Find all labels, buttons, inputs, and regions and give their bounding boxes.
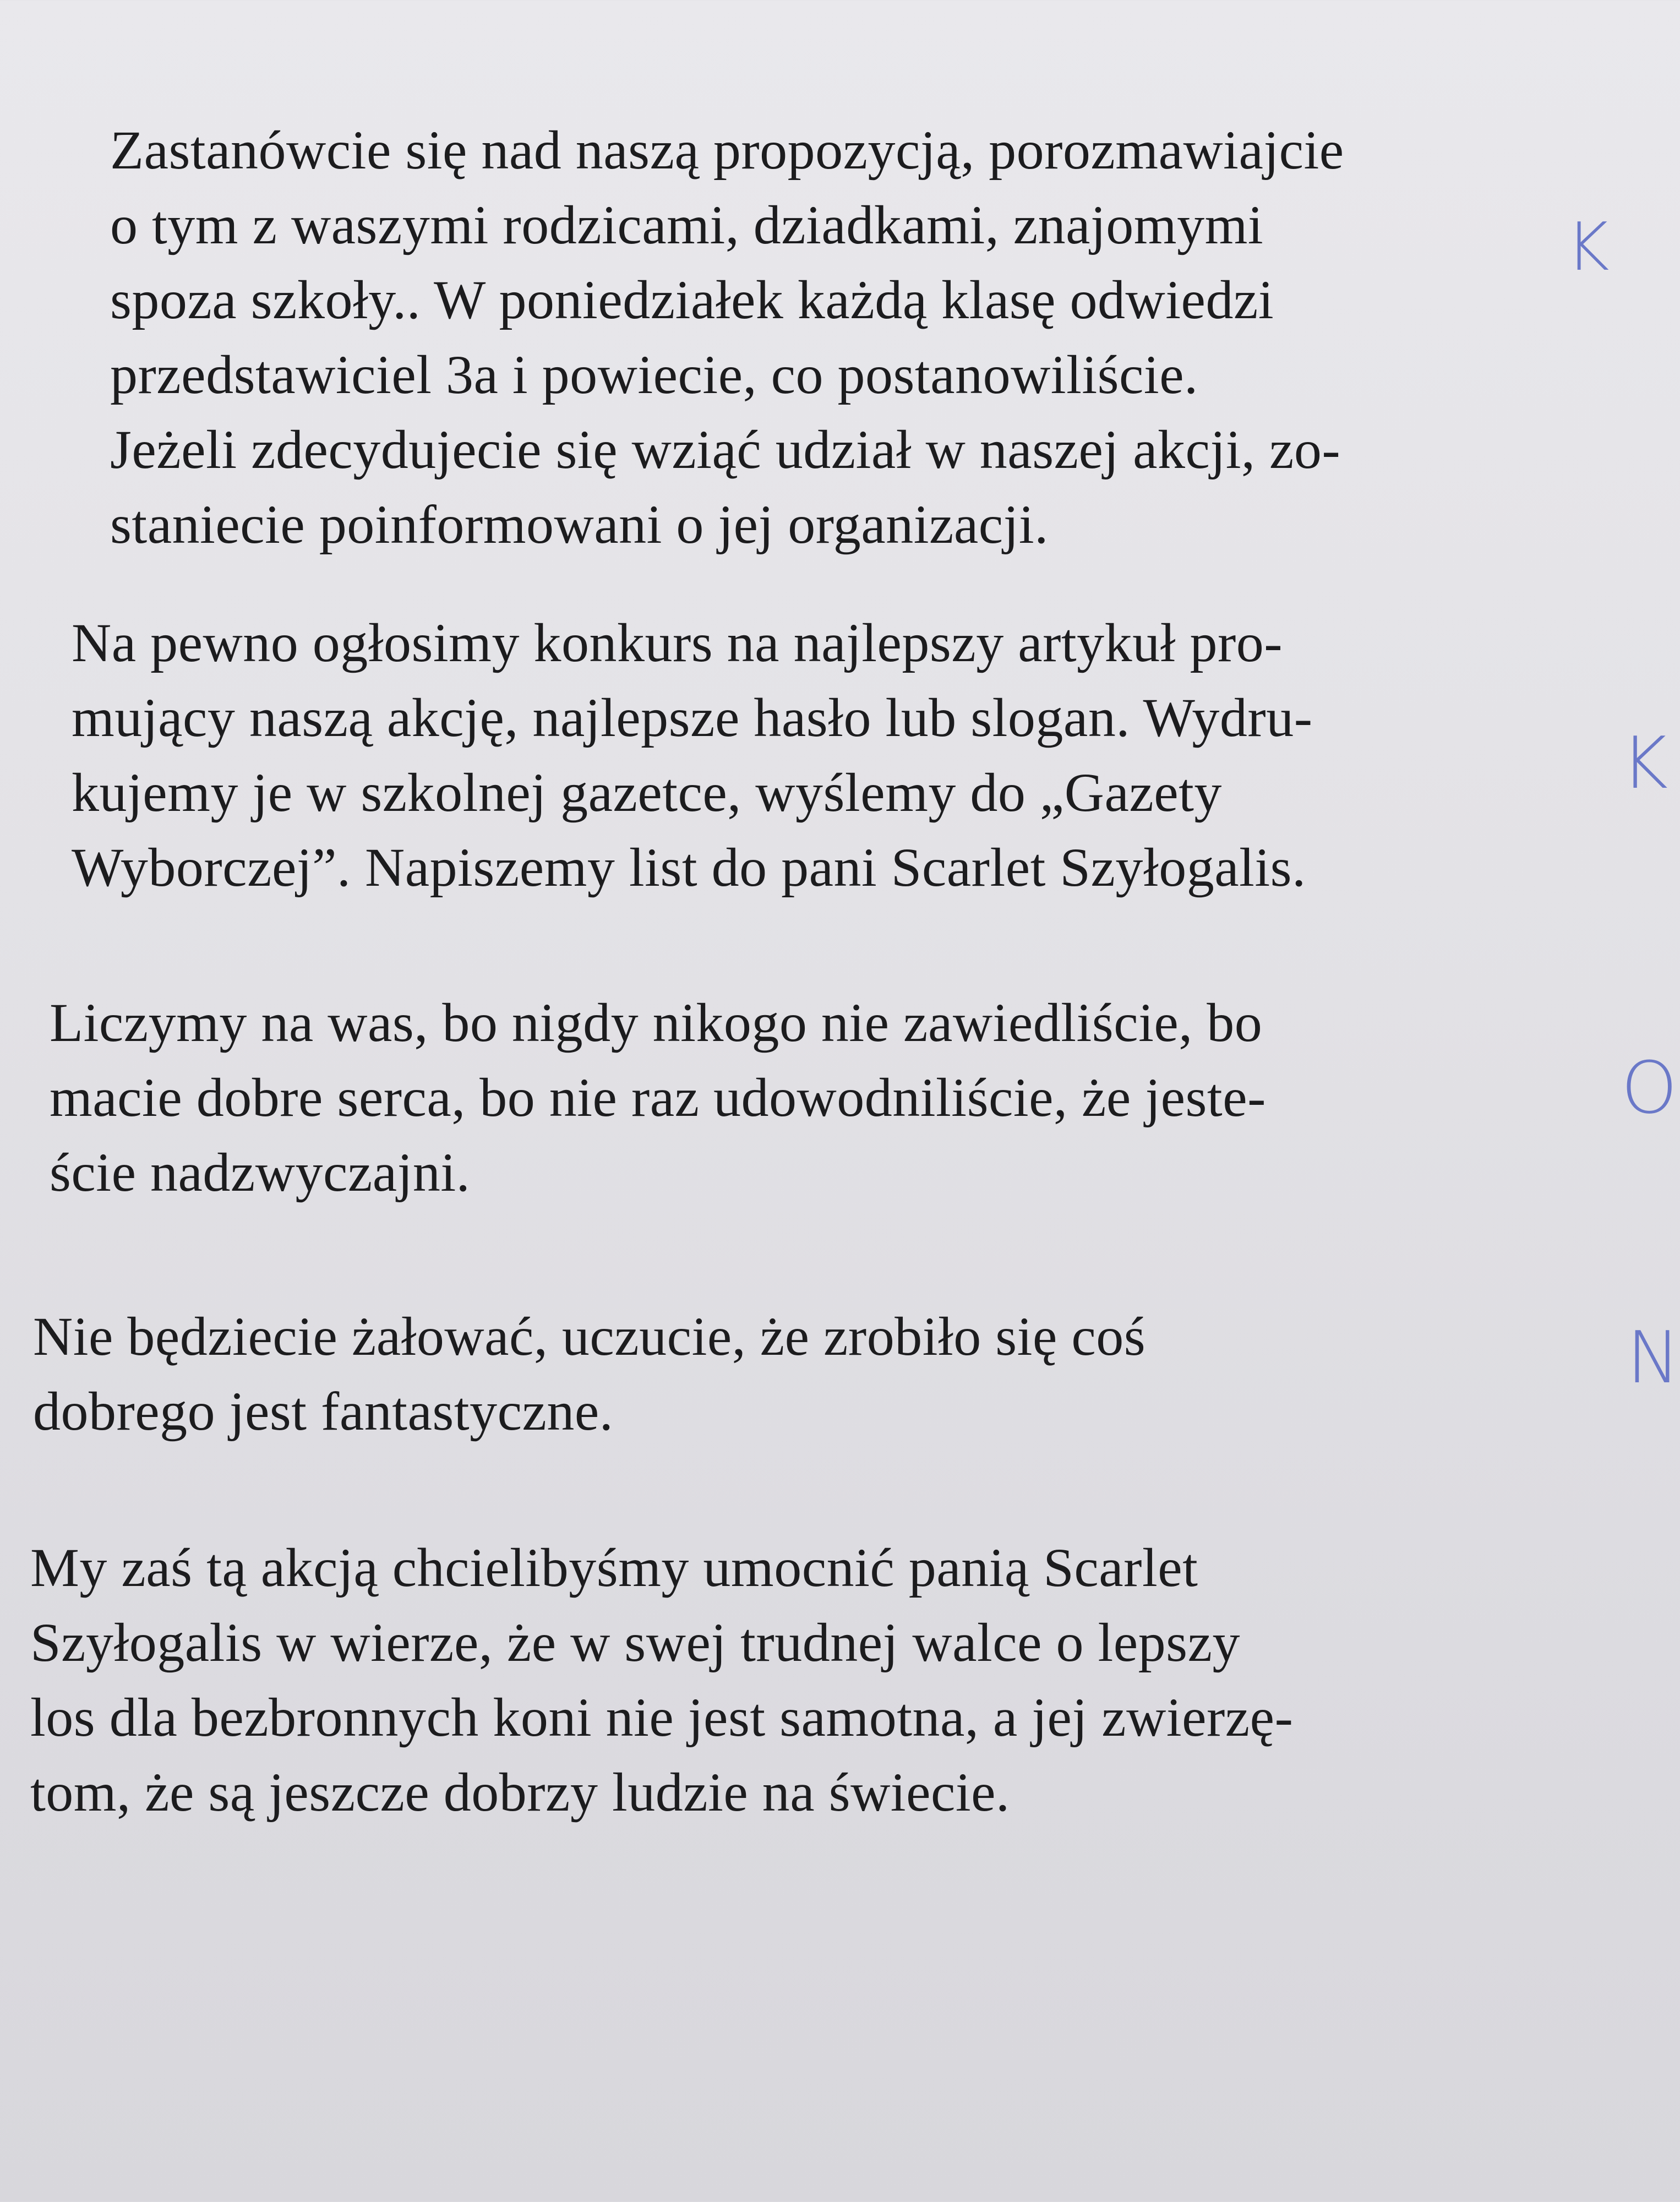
text-line: o tym z waszymi rodzicami, dziadkami, znajomymi [110, 194, 1264, 255]
paragraph-4 [33, 1299, 1146, 1449]
paragraph-2 [72, 606, 1313, 905]
text-line: Liczymy na was, bo nigdy nikogo nie zawiedliście, bo [50, 992, 1263, 1053]
text-line: kujemy je w szkolnej gazetce, wyślemy do „Gazety [72, 762, 1222, 823]
text-line: macie dobre serca, bo nie raz udowodniliście, że jeste- [50, 1067, 1266, 1128]
text-line: spoza szkoły.. W poniedziałek każdą klasę odwiedzi [110, 269, 1274, 330]
text-line: staniecie poinformowani o jej organizacji. [110, 494, 1049, 555]
text-line: los dla bezbronnych koni nie jest samotna, a jej zwierzę- [30, 1687, 1294, 1748]
handwritten-margin-mark: K [1621, 721, 1668, 805]
text-line: Jeżeli zdecydujecie się wziąć udział w naszej akcji, zo- [110, 419, 1341, 480]
text-line: Nie będziecie żałować, uczucie, że zrobiło się coś [33, 1306, 1146, 1367]
handwritten-margin-mark: N [1627, 1316, 1680, 1399]
text-line: Wyborczej”. Napiszemy list do pani Scarlet Szyłogalis. [72, 837, 1306, 898]
text-line: ście nadzwyczajni. [50, 1142, 471, 1203]
text-line: przedstawiciel 3a i powiecie, co postanowiliście. [110, 344, 1198, 405]
handwritten-margin-mark: O [1621, 1046, 1678, 1130]
paragraph-1 [110, 113, 1344, 562]
paragraph-3 [50, 985, 1266, 1210]
handwritten-margin-mark: K [1566, 209, 1610, 286]
text-line: Szyłogalis w wierze, że w swej trudnej walce o lepszy [30, 1612, 1240, 1673]
text-line: My zaś tą akcją chcielibyśmy umocnić panią Scarlet [30, 1537, 1198, 1598]
paragraph-5 [30, 1530, 1293, 1830]
text-line: tom, że są jeszcze dobrzy ludzie na świecie. [30, 1762, 1010, 1823]
text-line: Zastanówcie się nad naszą propozycją, porozmawiajcie [110, 119, 1344, 181]
text-line: dobrego jest fantastyczne. [33, 1381, 614, 1442]
text-line: Na pewno ogłosimy konkurs na najlepszy artykuł pro- [72, 612, 1283, 673]
text-line: mujący naszą akcję, najlepsze hasło lub slogan. Wydru- [72, 687, 1313, 748]
